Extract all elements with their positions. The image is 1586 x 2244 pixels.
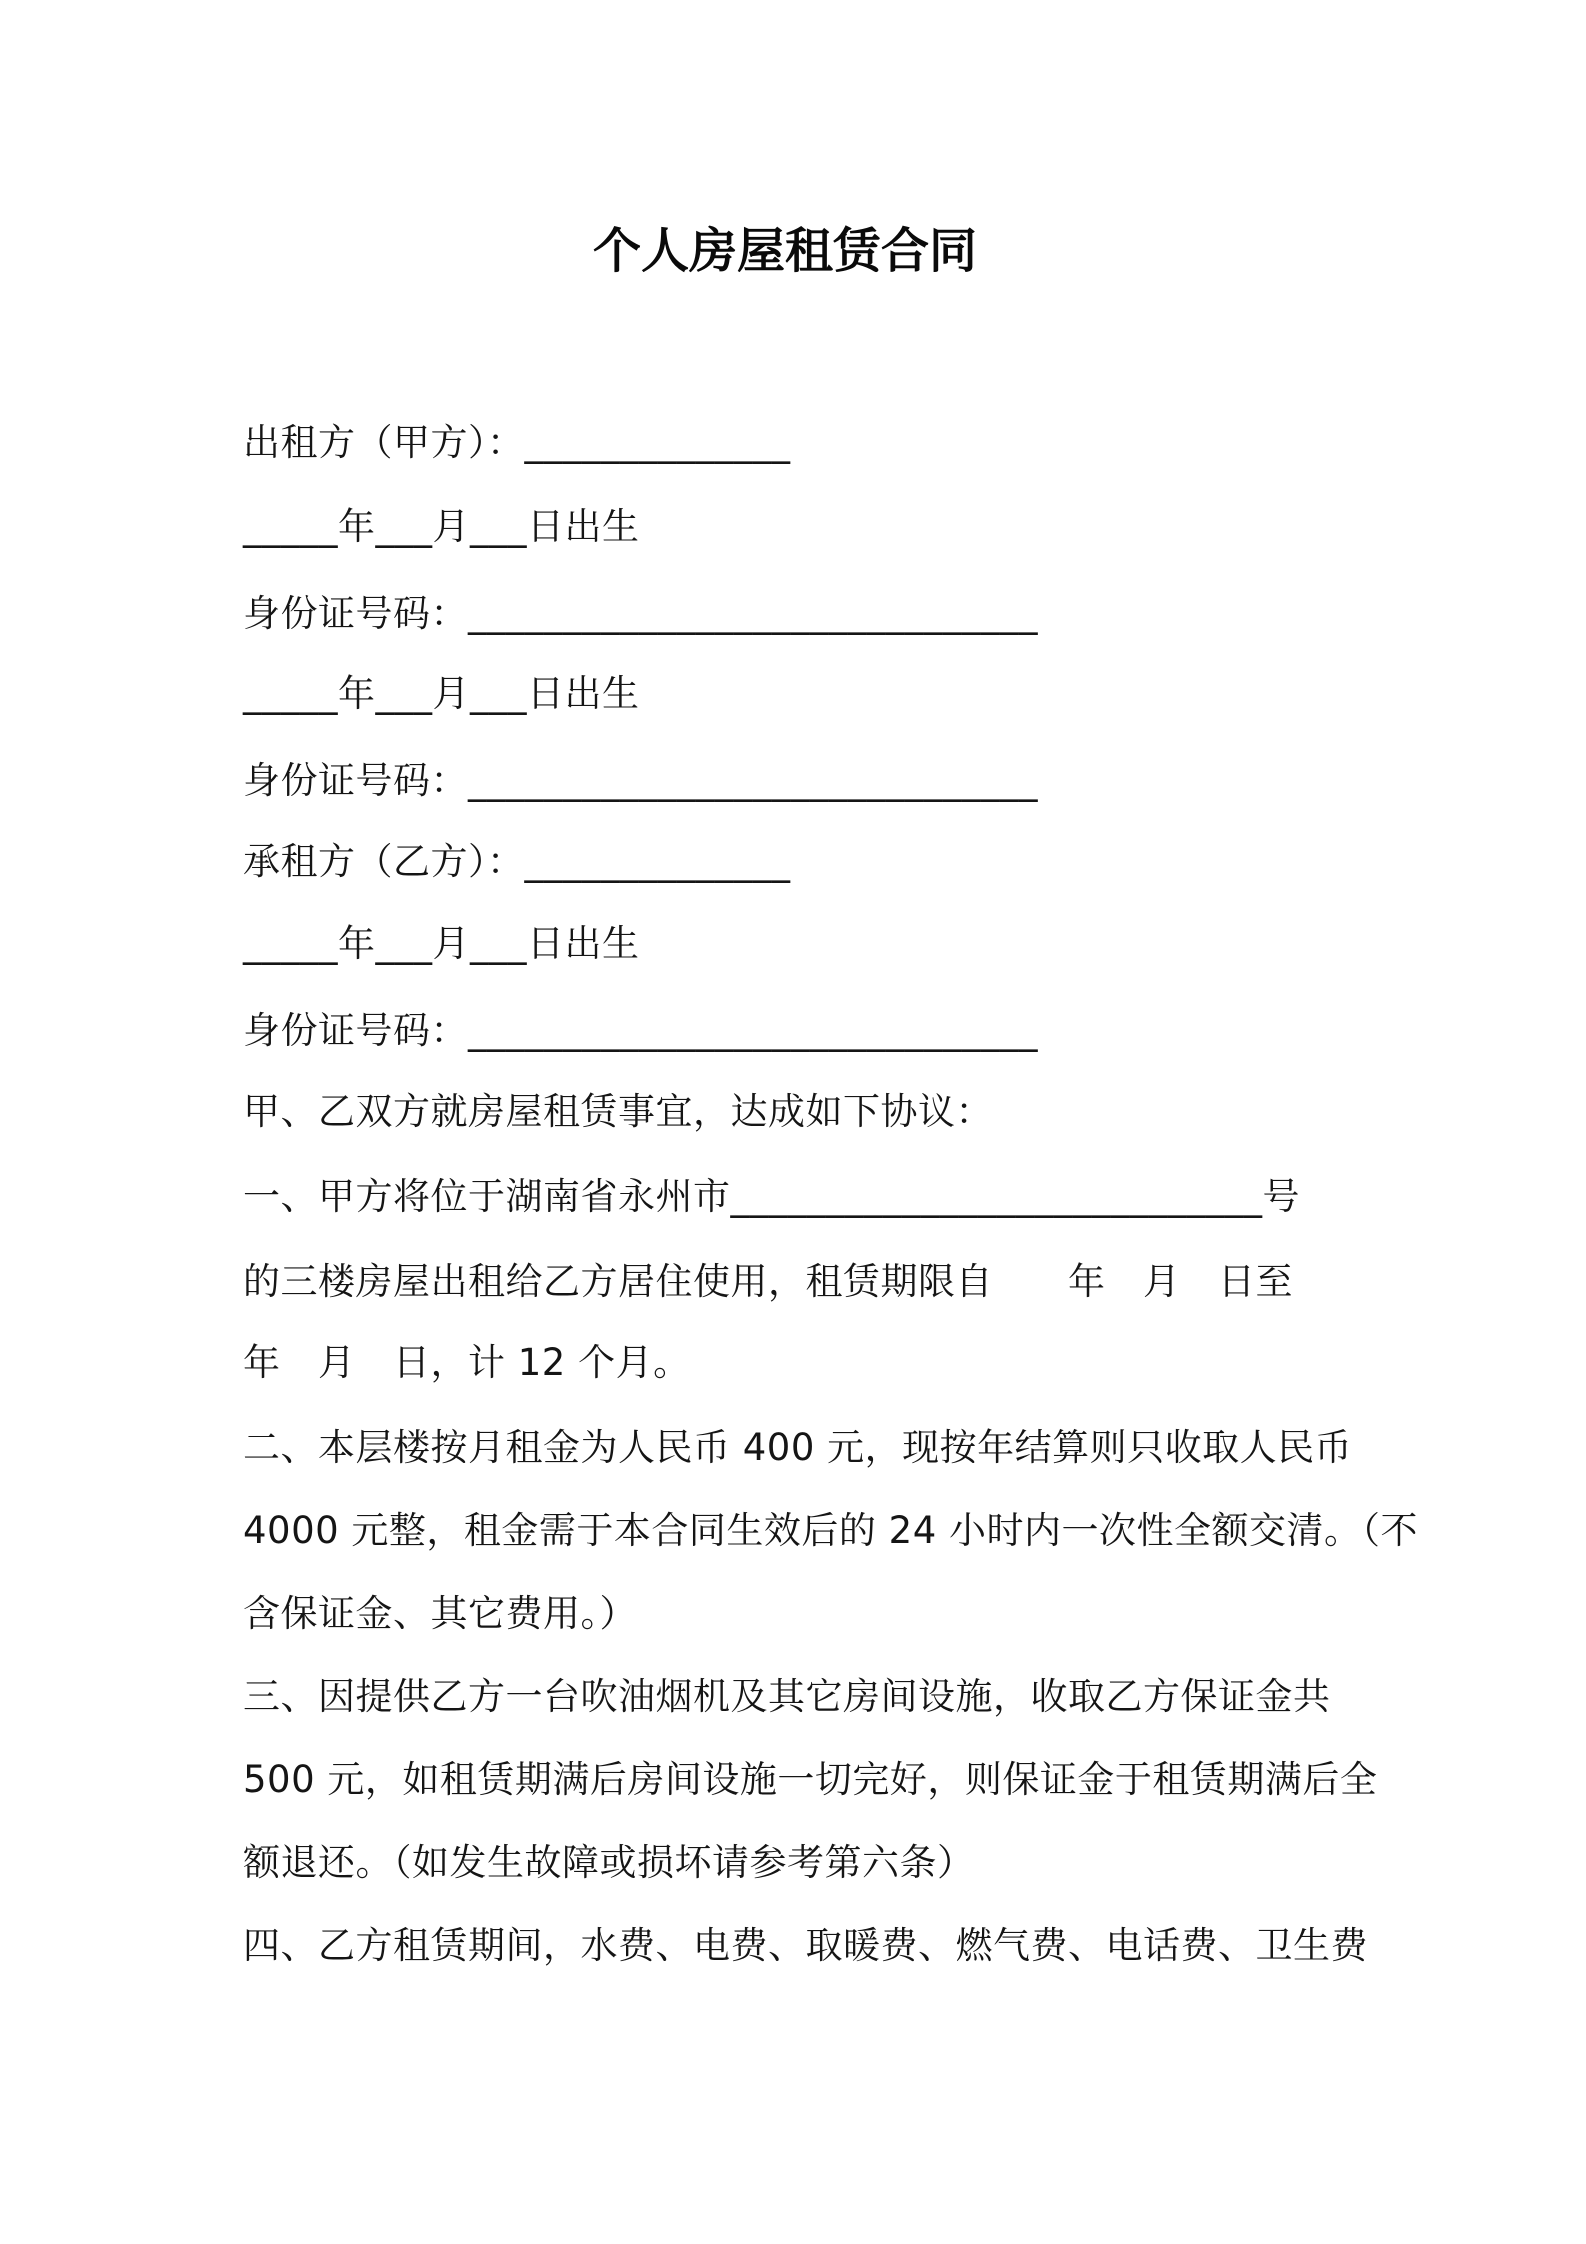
lessor-name-line: 出租方（甲方）：______________ [243,421,791,464]
lessee-birth-date-line: _____年___月___日出生 [243,922,640,965]
clause-2-line-2: 4000 元整，租金需于本合同生效后的 24 小时内一次性全额交清。（不 [243,1509,1419,1552]
clause-4-line-1: 四、乙方租赁期间，水费、电费、取暖费、燃气费、电话费、卫生费 [243,1924,1368,1967]
lessor-birth-date-line-2: _____年___月___日出生 [243,672,640,715]
lessee-id-number-line: 身份证号码：______________________________ [243,1009,1038,1052]
clause-1-line-3: 年 月 日，计 12 个月。 [243,1341,691,1384]
clause-1-line-1: 一、甲方将位于湖南省永州市____________________________号 [243,1175,1300,1218]
clause-3-line-3: 额退还。（如发生故障或损坏请参考第六条） [243,1841,975,1884]
clause-3-line-2: 500 元，如租赁期满后房间设施一切完好，则保证金于租赁期满后全 [243,1758,1378,1801]
clause-1-line-2: 的三楼房屋出租给乙方居住使用，租赁期限自 年 月 日至 [243,1260,1293,1303]
lessor-birth-date-line: _____年___月___日出生 [243,505,640,548]
clause-3-line-1: 三、因提供乙方一台吹油烟机及其它房间设施，收取乙方保证金共 [243,1675,1331,1718]
lessor-id-number-line-2: 身份证号码：______________________________ [243,759,1038,802]
lessee-name-line: 承租方（乙方）：______________ [243,840,791,883]
contract-title: 个人房屋租赁合同 [592,223,977,279]
agreement-intro: 甲、乙双方就房屋租赁事宜，达成如下协议： [243,1090,993,1133]
lessor-id-number-line: 身份证号码：______________________________ [243,592,1038,635]
clause-2-line-1: 二、本层楼按月租金为人民币 400 元，现按年结算则只收取人民币 [243,1426,1353,1469]
clause-2-line-3: 含保证金、其它费用。） [243,1592,637,1635]
